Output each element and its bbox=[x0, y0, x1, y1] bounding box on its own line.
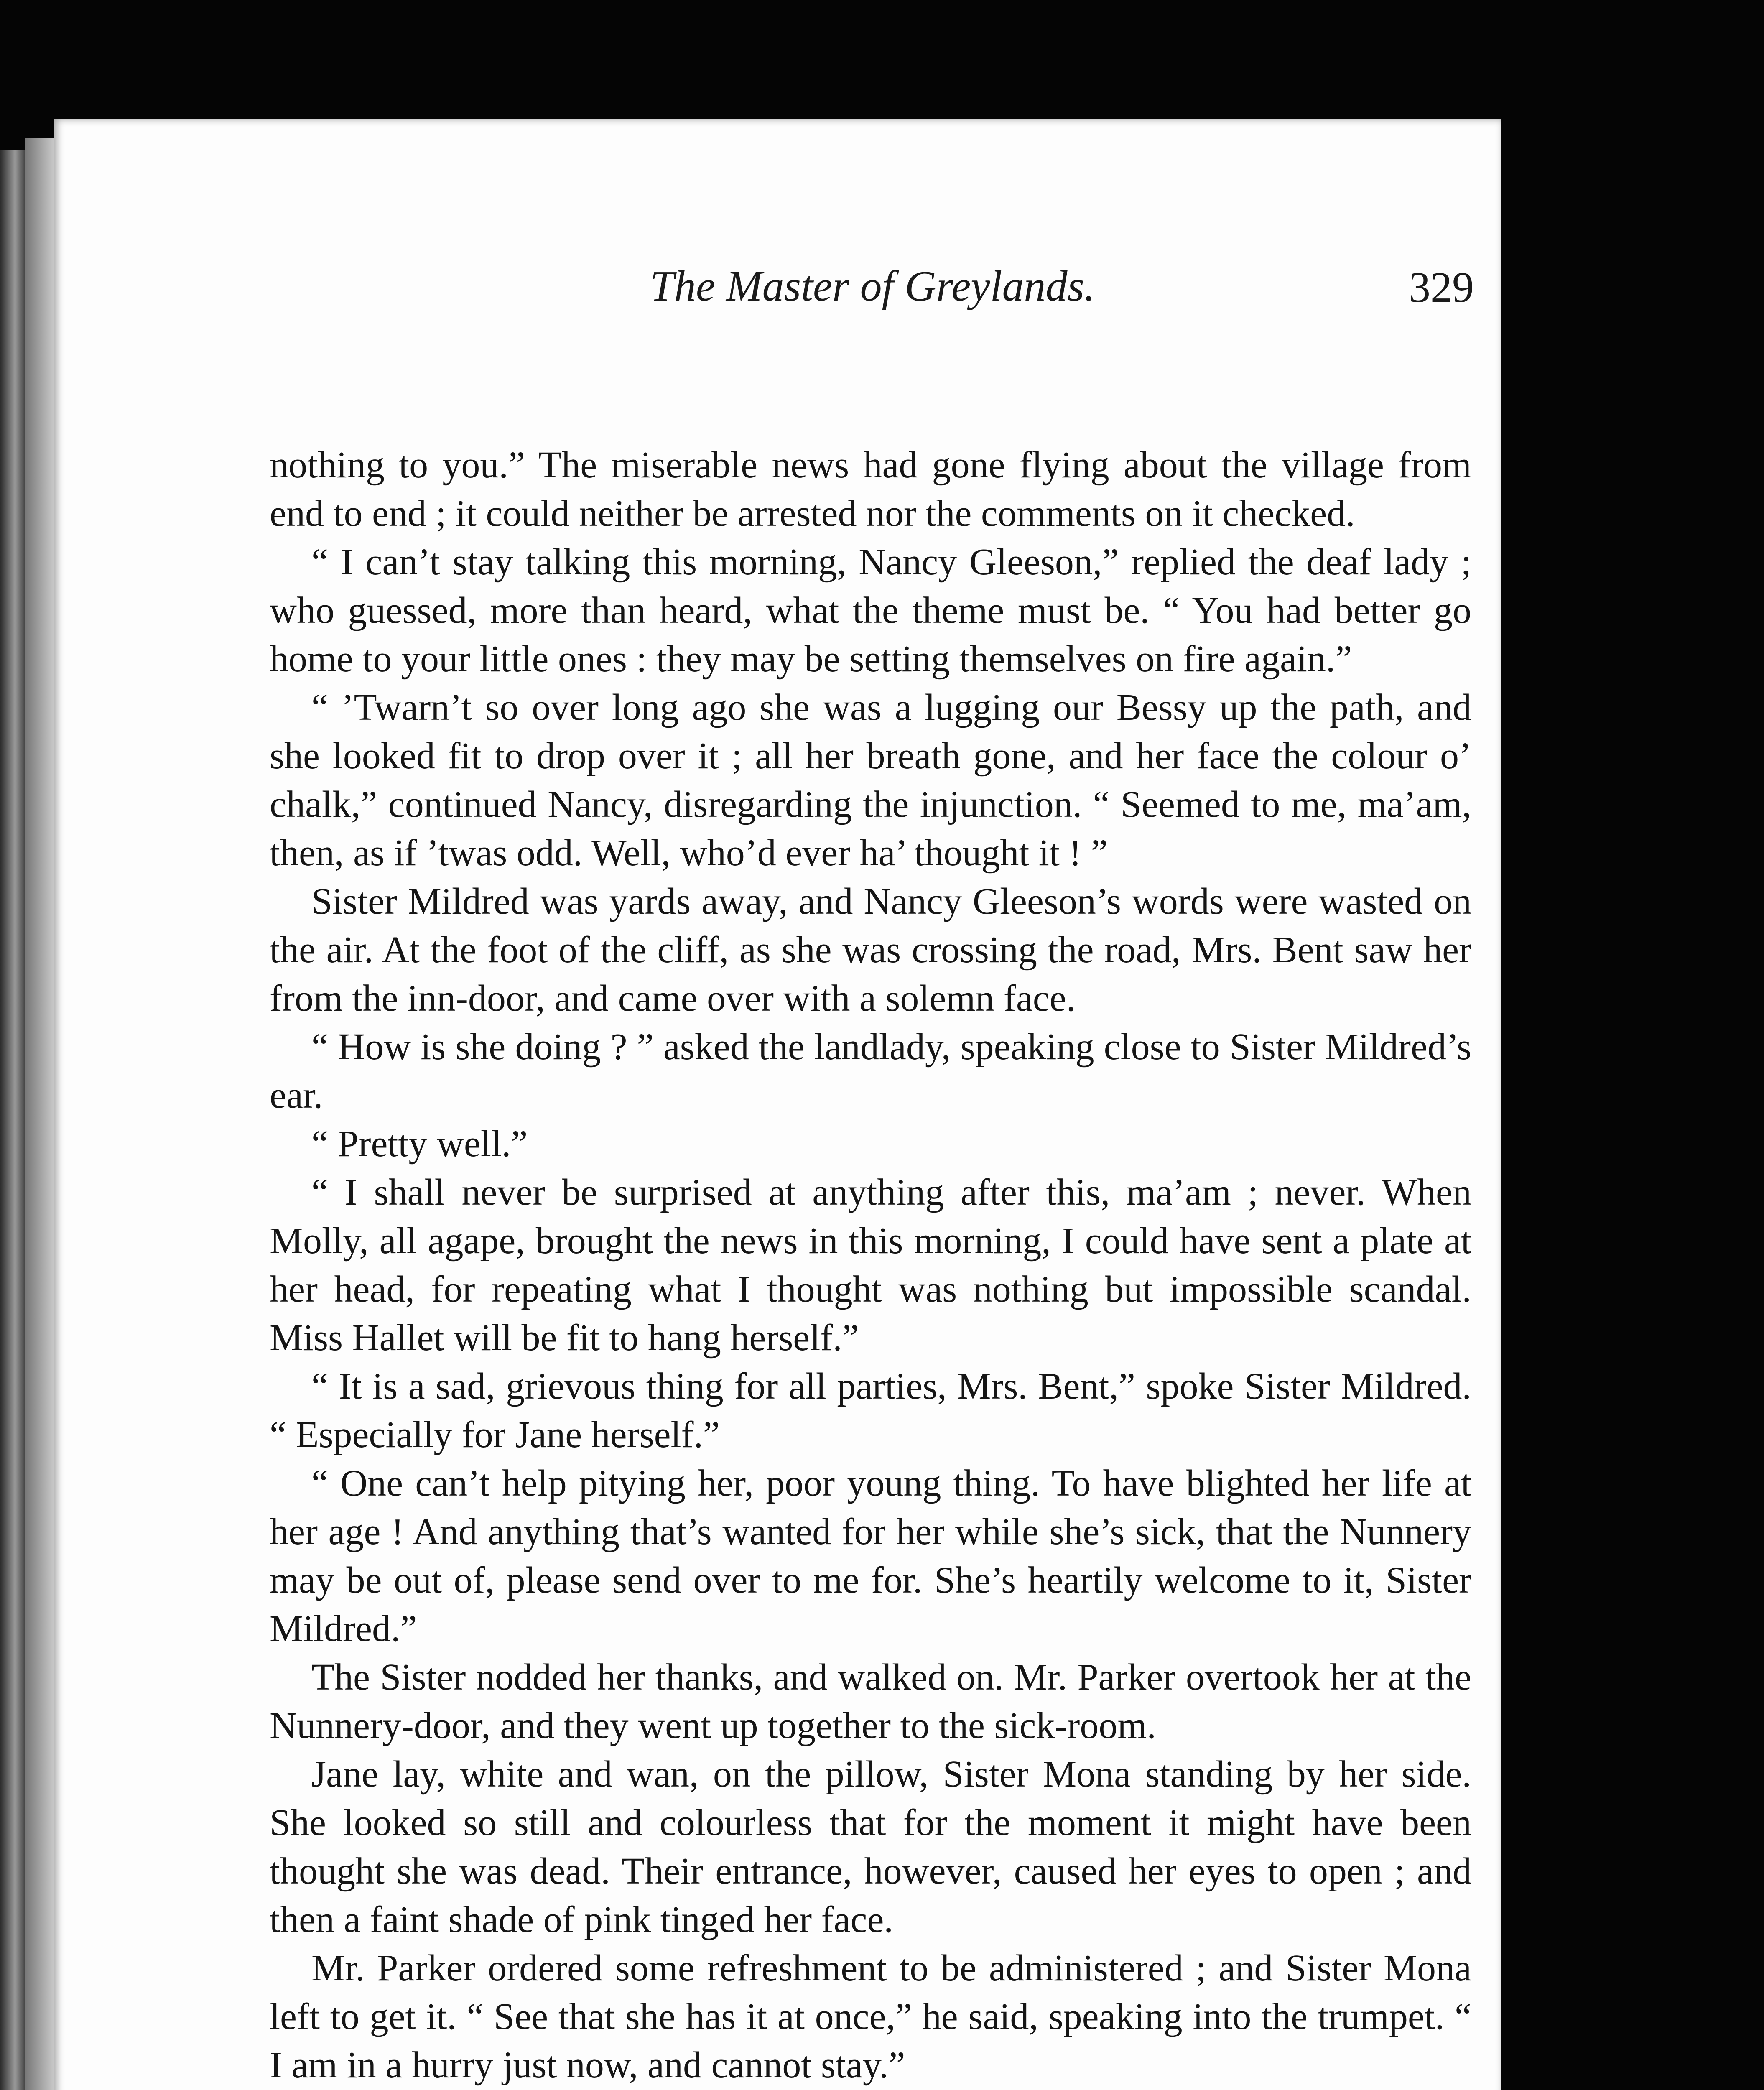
running-head: The Master of Greylands. bbox=[650, 262, 1095, 310]
paragraph: “ Pretty well.” bbox=[311, 1123, 528, 1165]
paragraph: “ ’Twarn’t so over long ago she was a lugging our Bessy up the path, and she looked fit to drop over it ; all her breath gone, and her face the colour o’ chalk,” continued Nancy, disregarding the injunction. “ Seemed to me, ma’am, then, as if ’twas odd. Well, who’d ever ha’ thought it ! ” bbox=[270, 687, 1471, 874]
paragraph: “ I can’t stay talking this morning, Nancy Gleeson,” replied the deaf lady ; who guessed, more than heard, what the theme must be. “ You had better go home to your little ones : they may be setting themselves on fire again.” bbox=[270, 541, 1471, 680]
page-number: 329 bbox=[1409, 263, 1474, 311]
paragraph: “ How is she doing ? ” asked the landlady, speaking close to Sister Mildred’s ear. bbox=[270, 1026, 1471, 1116]
left-page-edge bbox=[0, 150, 25, 2090]
paragraph: “ It is a sad, grievous thing for all parties, Mrs. Bent,” spoke Sister Mildred. “ Especially for Jane herself.” bbox=[270, 1366, 1471, 1455]
paragraph: “ One can’t help pitying her, poor young thing. To have blighted her life at her age ! And anything that’s wanted for her while she’s sick, that the Nunnery may be out of, please send over to me for. She’s heartily welcome to it, Sister Mildred.” bbox=[270, 1463, 1471, 1649]
paragraph: Jane lay, white and wan, on the pillow, Sister Mona standing by her side. She looked so still and colourless that for the moment it might have been thought she was dead. Their entrance, however, caused her eyes to open ; and then a faint shade of pink tinged her face. bbox=[270, 1754, 1471, 1940]
paragraph: The Sister nodded her thanks, and walked on. Mr. Parker overtook her at the Nunnery-door, and they went up together to the sick-room. bbox=[270, 1657, 1471, 1746]
spine-shadow bbox=[25, 138, 54, 2090]
book-page bbox=[54, 119, 1501, 2090]
body-text bbox=[270, 441, 1471, 2090]
paragraph: “ I shall never be surprised at anything after this, ma’am ; never. When Molly, all agape, brought the news in this morning, I could have sent a plate at her head, for repeating what I thought was nothing but impossible scandal. Miss Hallet will be fit to hang herself.” bbox=[270, 1172, 1471, 1358]
paragraph: Sister Mildred was yards away, and Nancy Gleeson’s words were wasted on the air. At the foot of the cliff, as she was crossing the road, Mrs. Bent saw her from the inn-door, and came over with a solemn face. bbox=[270, 881, 1471, 1019]
paragraph: Mr. Parker ordered some refreshment to be administered ; and Sister Mona left to get it. “ See that she has it at once,” he said, speaking into the trumpet. “ I am in a hurry just now, and cannot stay.” bbox=[270, 1947, 1471, 2086]
paragraph: nothing to you.” The miserable news had gone flying about the village from end to end ; it could neither be arrested nor the comments on it checked. bbox=[270, 444, 1471, 534]
